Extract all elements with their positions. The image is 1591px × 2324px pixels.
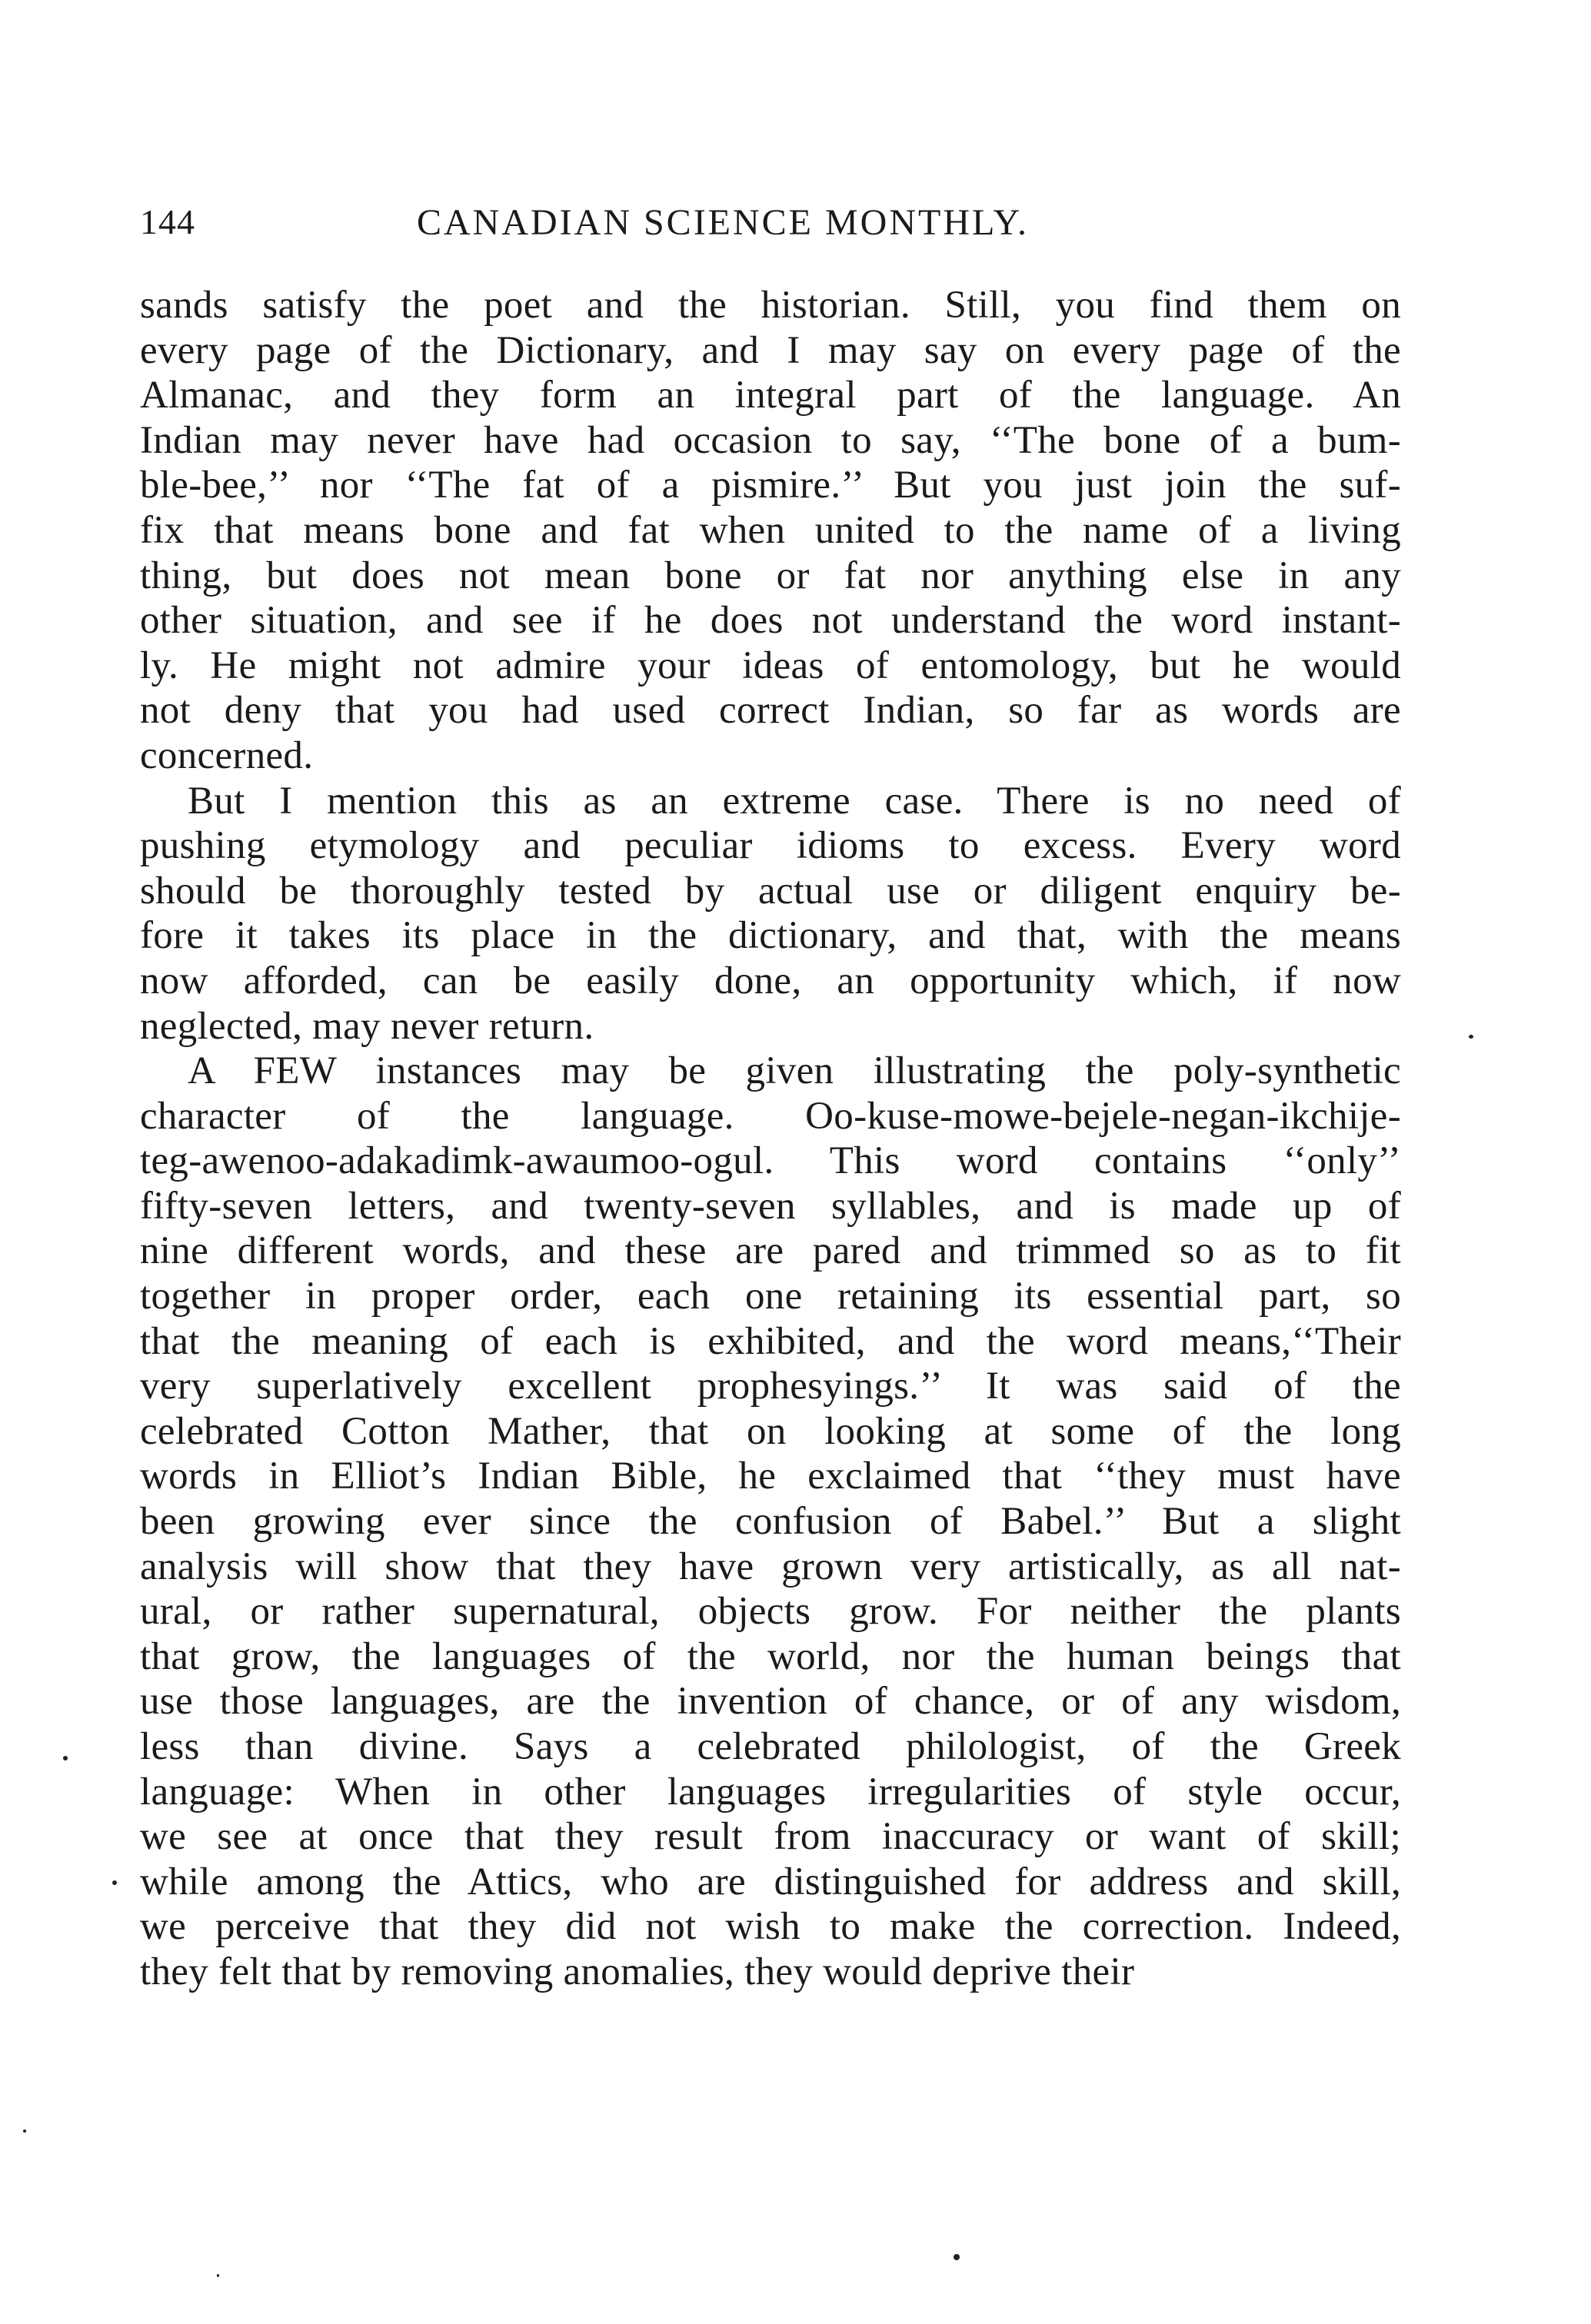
page-number: 144 [140,202,195,241]
text-line: that the meaning of each is exhibited, and the word means,‘‘Their [140,1319,1401,1363]
text-line: less than divine. Says a celebrated philologist, of the Greek [140,1725,1401,1768]
text-line: language: When in other languages irregularities of style occur, [140,1770,1401,1814]
scan-speck [23,2130,26,2133]
text-line: fifty-seven letters, and twenty-seven syllables, and is made up of [140,1184,1401,1228]
text-line: they felt that by removing anomalies, they would deprive their [140,1950,1135,1993]
text-line: But I mention this as an extreme case. There is no need of [188,779,1401,823]
text-line: neglected, may never return. [140,1004,594,1048]
text-line: celebrated Cotton Mather, that on looking at some of the long [140,1409,1401,1453]
page-header [140,201,1401,255]
text-line: words in Elliot’s Indian Bible, he exclaimed that ‘‘they must have [140,1455,1401,1498]
text-line: fix that means bone and fat when united to the name of a living [140,508,1401,552]
text-line: Indian may never have had occasion to say, ‘‘The bone of a bum- [140,418,1401,462]
text-line: not deny that you had used correct Indian, so far as words are [140,689,1401,733]
text-line: while among the Attics, who are distinguished for address and skill, [140,1860,1401,1903]
text-line: other situation, and see if he does not understand the word instant- [140,599,1401,643]
scan-speck [112,1880,117,1885]
scan-speck [217,2274,219,2277]
body-text [140,283,1401,1995]
text-line: been growing ever since the confusion of Babel.’’ But a slight [140,1500,1401,1544]
text-line: fore it takes its place in the dictionary, and that, with the means [140,914,1401,958]
text-line: Almanac, and they form an integral part of the language. An [140,374,1401,417]
text-line: ly. He might not admire your ideas of entomology, but he would [140,643,1401,687]
scan-speck [1469,1035,1473,1039]
scan-speck [954,2254,960,2260]
text-line: together in proper order, each one retaining its essential part, so [140,1275,1401,1318]
text-line: pushing etymology and peculiar idioms to excess. Every word [140,824,1401,868]
text-line: thing, but does not mean bone or fat nor anything else in any [140,554,1401,597]
text-line: A FEW instances may be given illustrating the poly-synthetic [188,1049,1401,1093]
text-line: use those languages, are the invention of chance, or of any wisdom, [140,1680,1401,1724]
text-line: nine different words, and these are pared and trimmed so as to fit [140,1229,1401,1273]
text-line: every page of the Dictionary, and I may say on every page of the [140,328,1401,372]
text-line: ural, or rather supernatural, objects grow. For neither the plants [140,1590,1401,1634]
text-line: that grow, the languages of the world, nor the human beings that [140,1634,1401,1678]
text-line: now afforded, can be easily done, an opportunity which, if now [140,959,1401,1002]
text-line: teg-awenoo-adakadimk-awaumoo-ogul. This word contains ‘‘only’’ [140,1139,1401,1183]
text-line: very superlatively excellent prophesyings.’’ It was said of the [140,1365,1401,1408]
text-line: concerned. [140,733,314,777]
running-head: CANADIAN SCIENCE MONTHLY. [417,202,1029,243]
text-line: character of the language. Oo-kuse-mowe-bejele-negan-ikchije- [140,1094,1401,1138]
text-line: we see at once that they result from inaccuracy or want of skill; [140,1815,1401,1859]
text-line: sands satisfy the poet and the historian. Still, you find them on [140,284,1401,327]
text-line: we perceive that they did not wish to make the correction. Indeed, [140,1905,1401,1949]
scan-speck [63,1756,68,1760]
text-line: ble-bee,’’ nor ‘‘The fat of a pismire.’’ But you just join the suf- [140,464,1401,507]
text-line: should be thoroughly tested by actual use or diligent enquiry be- [140,869,1401,913]
text-line: analysis will show that they have grown very artistically, as all nat- [140,1544,1401,1588]
